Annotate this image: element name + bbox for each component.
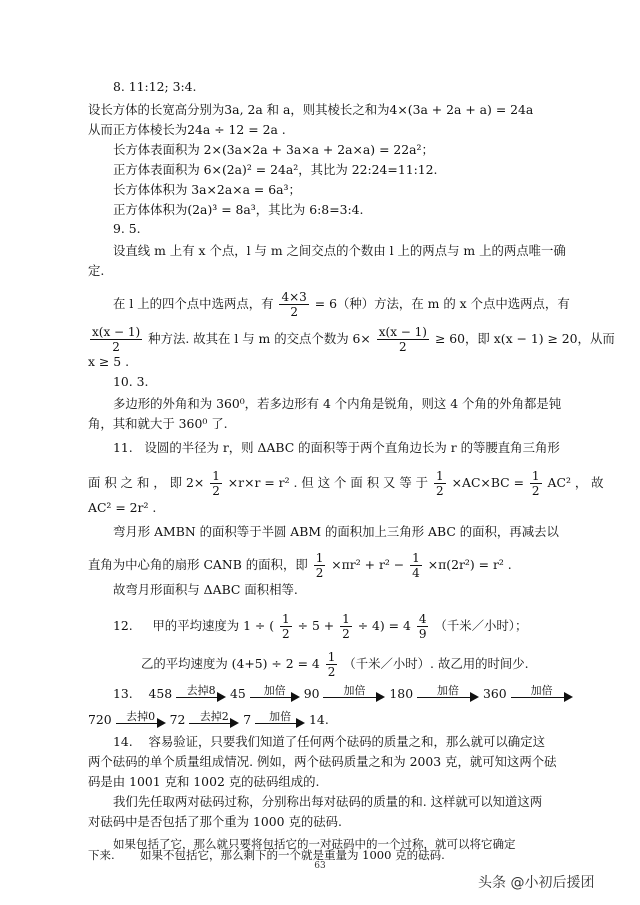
s11-line2 xyxy=(88,469,604,498)
s14-line5: 对砝码中是否包括了那个重为 1000 克的砝码. xyxy=(88,814,342,829)
s13-arrow-double-1 xyxy=(250,683,300,704)
arrow-label: 加倍 xyxy=(343,683,366,697)
arrowhead-icon xyxy=(157,718,166,728)
fraction-denominator: 2 xyxy=(436,484,444,498)
s12-line2 xyxy=(141,650,529,679)
fraction-numerator: 1 xyxy=(212,469,220,483)
s8-line1: 设长方体的长宽高分别为3a, 2a 和 a，则其棱长之和为4×(3a + 2a + a) = 24a xyxy=(88,102,534,117)
s8-line2: 从而正方体棱长为24a ÷ 12 = 2a . xyxy=(88,122,286,137)
arrow-shaft xyxy=(323,697,377,698)
arrow-label: 加倍 xyxy=(263,683,286,697)
s9-line1: 设直线 m 上有 x 个点，l 与 m 之间交点的个数由 l 上的两点与 m 上的两点唯一确 xyxy=(113,243,566,258)
s14-line4: 我们先任取两对砝码过称，分别称出每对砝码的质量的和. 这样就可以知道这两 xyxy=(113,794,543,809)
fraction-numerator: 1 xyxy=(327,650,336,664)
fraction-denominator: 2 xyxy=(315,566,324,580)
s13-value-72: 72 xyxy=(169,712,186,727)
s13-value-180: 180 xyxy=(389,686,414,701)
arrow-shaft xyxy=(176,697,218,698)
s12-line2-b: （千米／小时）. 故乙用的时间少. xyxy=(343,656,529,671)
arrow-shaft xyxy=(255,723,297,724)
fraction-numerator: 1 xyxy=(315,551,324,565)
arrow-label: 加倍 xyxy=(437,683,460,697)
s14-line6: 如果包括了它，那么就只要将包括它的一对砝码中的一个过称，就可以将它确定 xyxy=(113,837,516,851)
s11-line5 xyxy=(88,551,512,580)
fraction-denominator: 2 xyxy=(282,627,290,641)
s11-frac-half-a xyxy=(210,469,222,498)
s14-line8: 如果不包括它，那么剩下的一个就是重量为 1000 克的砝码. xyxy=(140,848,445,862)
fraction-denominator: 2 xyxy=(212,484,220,498)
s13-value-720: 720 xyxy=(88,712,112,727)
s11-line2-b: ×r×r = r² . 但 这 个 面 积 又 等 于 xyxy=(227,475,429,490)
arrowhead-icon xyxy=(470,692,479,702)
s10-line2: 角，其和就大于 360⁰ 了. xyxy=(88,416,228,431)
s12-frac-half-b xyxy=(340,612,352,641)
s9-line3-b: = 6（种）方法，在 m 的 x 个点中选两点，有 xyxy=(314,296,570,311)
s13-value-458: 458 xyxy=(148,686,173,701)
s13-value-360: 360 xyxy=(482,686,507,701)
s12-head: 12. xyxy=(113,618,133,633)
s13-arrow-remove8 xyxy=(176,683,226,704)
s11-line3: AC² = 2r² . xyxy=(88,500,157,515)
s14-line2: 两个砝码的单个质量组成情况. 例如，两个砝码质量之和为 2003 克，就可知这两个砝 xyxy=(88,754,557,769)
s13-value-45: 45 xyxy=(230,686,246,701)
arrow-shaft xyxy=(417,697,471,698)
s14-line1-text: 容易验证，只要我们知道了任何两个砝码的质量之和，那么就可以确定这 xyxy=(148,734,545,749)
s13-arrow-remove2 xyxy=(189,709,239,730)
s13-line2 xyxy=(88,711,329,730)
arrowhead-icon xyxy=(376,692,385,702)
arrow-label: 加倍 xyxy=(269,709,292,723)
s12-line1-c: ÷ 4) = 4 xyxy=(357,618,411,633)
fraction-denominator: 2 xyxy=(327,665,336,679)
arrow-label: 去掉2 xyxy=(199,709,229,723)
arrowhead-icon xyxy=(296,718,305,728)
s8-line5: 长方体体积为 3a×2a×a = 6a³； xyxy=(113,182,301,197)
s11-line2-d: AC² ， 故 xyxy=(547,475,604,490)
arrow-shaft xyxy=(511,697,565,698)
arrowhead-icon xyxy=(217,692,226,702)
s8-head: 8. 11:12; 3:4. xyxy=(113,79,197,94)
fraction-numerator: x(x − 1) xyxy=(92,325,141,339)
s9-frac-4x3-2 xyxy=(279,290,308,319)
fraction-numerator: x(x − 1) xyxy=(378,325,427,339)
s11-line1: 设圆的半径为 r，则 ΔABC 的面积等于两个直角边长为 r 的等腰直角三角形 xyxy=(144,440,560,455)
s12-line1-d: （千米／小时）； xyxy=(434,618,528,633)
s14-line3: 码是由 1001 克和 1002 克的砝码组成的. xyxy=(88,774,320,789)
s9-frac-xx1-2 xyxy=(90,325,142,354)
s9-line4-b: ≥ 60，即 x(x − 1) ≥ 20，从而 xyxy=(434,331,615,346)
s12-line1-a: 甲的平均速度为 1 ÷ ( xyxy=(152,618,275,633)
arrow-shaft xyxy=(116,723,158,724)
s11-line4: 弯月形 AMBN 的面积等于半圆 ABM 的面积加上三角形 ABC 的面积，再减去以 xyxy=(113,524,559,539)
s9-frac-xx1-2-b xyxy=(377,325,429,354)
s13-head: 13. xyxy=(113,686,133,701)
s9-line3-a: 在 l 上的四个点中选两点，有 xyxy=(113,296,274,311)
s9-line2: 定. xyxy=(88,263,105,278)
s13-arrow-double-5 xyxy=(255,709,305,730)
s13-arrow-double-3 xyxy=(417,683,479,704)
s11-line5-b: ×πr² + r² − xyxy=(331,557,405,572)
s11-line5-a: 直角为中心角的扇形 CANB 的面积，即 xyxy=(88,557,308,572)
s11-frac-half-c xyxy=(530,469,542,498)
fraction-denominator: 2 xyxy=(112,340,120,354)
s11-head: 11. xyxy=(113,440,133,455)
s9-line4 xyxy=(88,325,615,354)
s13-value-7: 7 xyxy=(243,712,252,727)
s12-frac-half-c xyxy=(326,650,338,679)
s13-arrow-double-2 xyxy=(323,683,385,704)
fraction-denominator: 2 xyxy=(342,627,350,641)
fraction-denominator: 4 xyxy=(412,566,420,580)
fraction-numerator: 1 xyxy=(412,551,420,565)
s8-line4: 正方体表面积为 6×(2a)² = 24a²，其比为 22:24=11:12. xyxy=(113,162,438,177)
s9-line3 xyxy=(113,290,570,319)
s13-value-90: 90 xyxy=(303,686,320,701)
fraction-numerator: 4 xyxy=(418,612,427,626)
s9-head: 9. 5. xyxy=(113,221,141,236)
fraction-numerator: 1 xyxy=(282,612,290,626)
arrowhead-icon xyxy=(230,718,239,728)
arrowhead-icon xyxy=(564,692,573,702)
fraction-numerator: 1 xyxy=(342,612,350,626)
s11-line2-a: 面 积 之 和 ， 即 2× xyxy=(88,475,205,490)
s11-frac-half-d xyxy=(314,551,326,580)
s10-head: 10. 3. xyxy=(113,374,149,389)
s13-value-14: 14. xyxy=(309,712,329,727)
fraction-denominator: 9 xyxy=(418,627,427,641)
s12-frac-4-9 xyxy=(417,612,429,641)
s12-frac-half-a xyxy=(280,612,292,641)
fraction-numerator: 4×3 xyxy=(281,290,307,304)
s14-line1 xyxy=(113,733,545,751)
fraction-numerator: 1 xyxy=(436,469,444,483)
s13-arrow-double-4 xyxy=(511,683,573,704)
fraction-denominator: 2 xyxy=(531,484,540,498)
page-number: 63 xyxy=(314,861,326,871)
arrowhead-icon xyxy=(291,692,300,702)
s9-line4-a: 种方法. 故其在 l 与 m 的交点个数为 6× xyxy=(148,331,371,346)
s12-line1-b: ÷ 5 + xyxy=(297,618,335,633)
s11-line2-c: ×AC×BC = xyxy=(451,475,524,490)
s12-line1 xyxy=(113,612,527,641)
s11-frac-quarter xyxy=(410,551,422,580)
s10-line1: 多边形的外角和为 360⁰，若多边形有 4 个内角是锐角，则这 4 个角的外角都是钝 xyxy=(113,396,562,411)
s13-line1 xyxy=(113,685,573,704)
fraction-denominator: 2 xyxy=(399,340,407,354)
s8-line6: 正方体体积为(2a)³ = 8a³，其比为 6:8=3:4. xyxy=(113,202,364,217)
s11-head-line xyxy=(113,439,560,457)
watermark: 头条 @小初后援团 xyxy=(478,875,595,891)
s14-head: 14. xyxy=(113,734,133,749)
arrow-shaft xyxy=(250,697,292,698)
s11-frac-half-b xyxy=(434,469,446,498)
s14-line7: 下来. xyxy=(88,848,115,862)
s11-line6: 故弯月形面积与 ΔABC 面积相等. xyxy=(113,582,298,597)
s12-line2-a: 乙的平均速度为 (4+5) ÷ 2 = 4 xyxy=(141,656,320,671)
arrow-label: 去掉0 xyxy=(126,709,156,723)
fraction-numerator: 1 xyxy=(531,469,540,483)
s11-line5-c: ×π(2r²) = r² . xyxy=(427,557,512,572)
arrow-label: 去掉8 xyxy=(186,683,216,697)
s13-arrow-remove0 xyxy=(116,709,166,730)
s8-line3: 长方体表面积为 2×(3a×2a + 3a×a + 2a×a) = 22a²； xyxy=(113,142,434,157)
arrow-shaft xyxy=(189,723,231,724)
fraction-denominator: 2 xyxy=(290,305,298,319)
s9-line5: x ≥ 5 . xyxy=(88,354,130,369)
arrow-label: 加倍 xyxy=(530,683,553,697)
